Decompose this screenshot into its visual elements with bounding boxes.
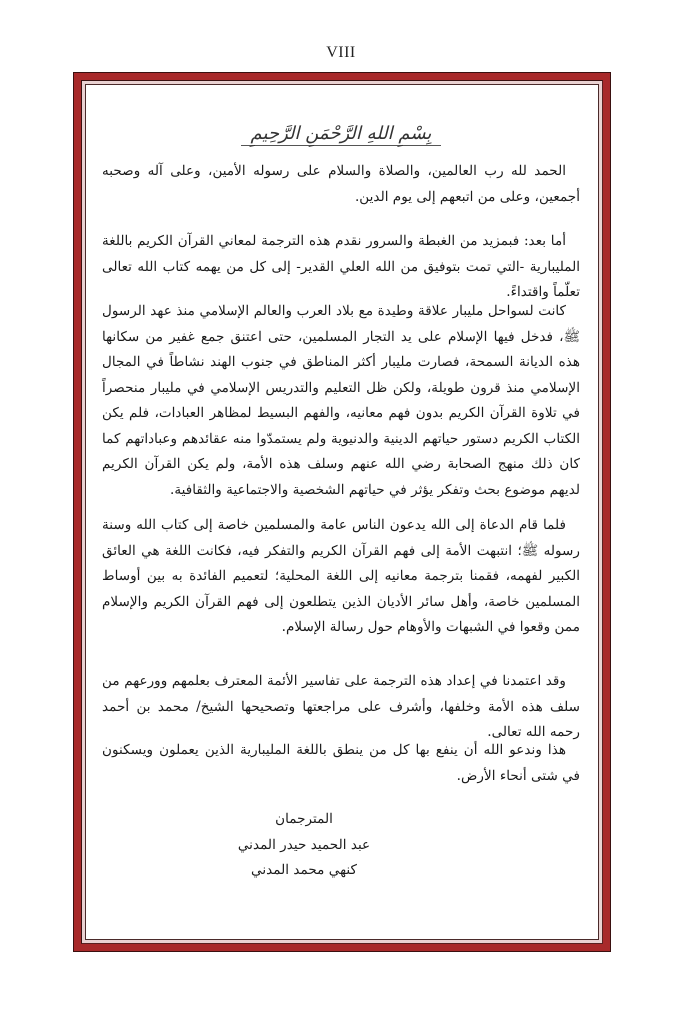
- paragraph-text: كانت لسواحل مليبار علاقة وطيدة مع بلاد العرب والعالم الإسلامي منذ عهد الرسول ﷺ، فدخل فيها الإسلام على يد التجار المسلمين، حتى اعتنق جمع غفير من سكانها هذه الديانة السمحة، فصارت مليبار أكثر المناطق في جنوب الهند نشاطاً في المجال الإسلامي منذ قرون طويلة، ولكن ظل التعليم والتدريس الإسلامي في مليبار منحصراً في تلاوة القرآن الكريم بدون فهم معانيه، والفهم البسيط لمظاهر العبادات، فلم يكن الكتاب الكريم دستور حياتهم الدينية والدنيوية ولم يستمدّوا منه عقائدهم وعباداتهم كما كان ذلك منهج الصحابة رضي الله عنهم وسلف هذه الأمة، ولم يكن القرآن الكريم لديهم موضوع بحث وتفكر يؤثر في حياتهم الشخصية والاجتماعية والثقافية.: [102, 303, 580, 498]
- paragraph-text: أما بعد: فبمزيد من الغبطة والسرور نقدم هذه الترجمة لمعاني القرآن الكريم باللغة المليبارية -التي تمت بتوفيق من الله العلي القدير- إلى كل من يهمه كتاب الله تعالى تعلّماً واقتداءً.: [102, 233, 580, 300]
- translator-name-2: كنهي محمد المدني: [251, 862, 357, 878]
- paragraph-translation-purpose: [102, 513, 580, 641]
- page-body: [85, 84, 599, 940]
- translator-name-1: عبد الحميد حيدر المدني: [237, 836, 371, 853]
- paragraph-text: هذا وندعو الله أن ينفع بها كل من ينطق باللغة المليبارية الذين يعملون ويسكنون في شتى أنحاء الأرض.: [102, 742, 580, 784]
- paragraph-opening: [102, 159, 580, 210]
- document-content: [102, 85, 580, 939]
- basmala-heading: [102, 123, 580, 146]
- page-number: VIII: [326, 44, 356, 61]
- paragraph-sources: [102, 669, 580, 746]
- paragraph-text: فلما قام الدعاة إلى الله يدعون الناس عامة والمسلمين خاصة إلى كتاب الله وسنة رسوله ﷺ؛ انتبهت الأمة إلى فهم القرآن الكريم والتفكر فيه، فكانت اللغة هي العائق الكبير لفهمه، فقمنا بترجمة معانيه إلى اللغة المحلية؛ لتعميم الفائدة به بين أوساط المسلمين خاصة، وأهل سائر الأديان الذين يتطلعون إلى فهم القرآن الكريم والإسلام ممن وقعوا في الشبهات والأوهام حول رسالة الإسلام.: [102, 517, 580, 635]
- paragraph-closing-prayer: [102, 738, 580, 789]
- signature-block: [194, 807, 414, 884]
- paragraph-text: الحمد لله رب العالمين، والصلاة والسلام على رسوله الأمين، وعلى آله وصحبه أجمعين، وعلى من اتبعهم إلى يوم الدين.: [102, 163, 580, 205]
- frame-inner-band: [81, 80, 603, 944]
- paragraph-text: وقد اعتمدنا في إعداد هذه الترجمة على تفاسير الأئمة المعترف بعلمهم وورعهم من سلف هذه الأمة وخلفها، وأشرف على مراجعتها وتصحيحها الشيخ/ محمد بن أحمد رحمه الله تعالى.: [102, 673, 580, 740]
- paragraph-history: [102, 299, 580, 503]
- signature-title: المترجمان: [275, 811, 333, 827]
- paragraph-introduction: [102, 229, 580, 306]
- basmala-text: بِسْمِ اللهِ الرَّحْمَنِ الرَّحِيمِ: [241, 123, 442, 146]
- decorative-frame: [73, 72, 611, 952]
